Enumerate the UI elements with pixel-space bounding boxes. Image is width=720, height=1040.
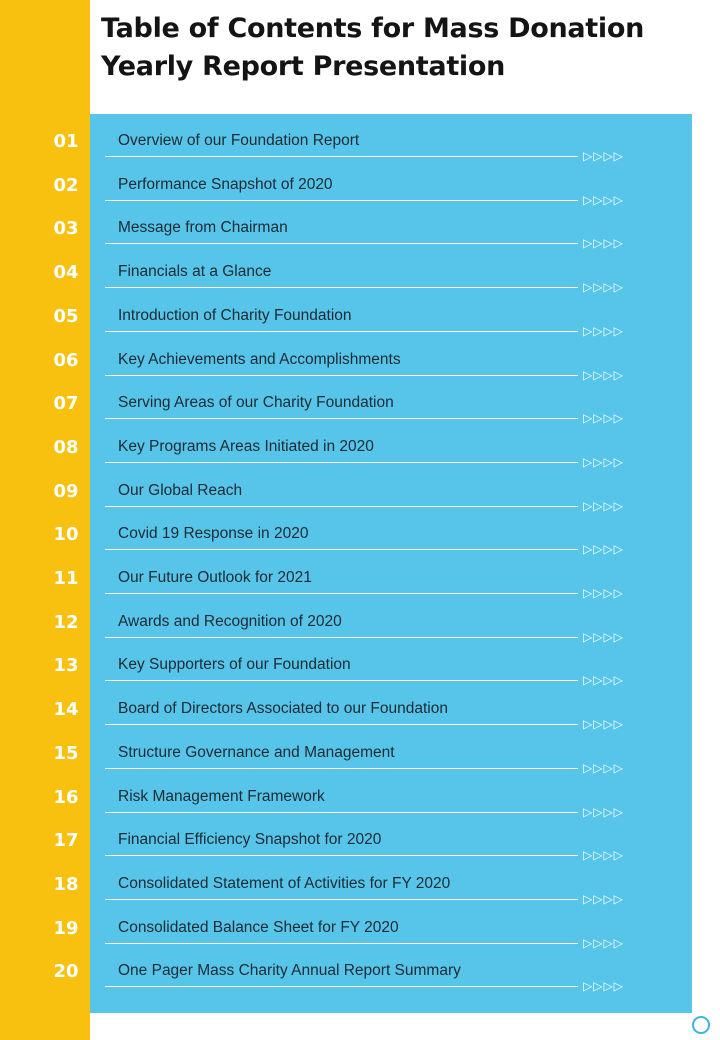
- toc-item-number: 04: [53, 262, 79, 284]
- toc-item-number: 12: [53, 611, 79, 633]
- toc-item-number: 03: [53, 218, 79, 240]
- toc-item-label: Our Global Reach: [118, 481, 243, 499]
- toc-item-label: Financials at a Glance: [118, 263, 272, 281]
- toc-item-label: One Pager Mass Charity Annual Report Summary: [118, 962, 461, 980]
- toc-item-label: Performance Snapshot of 2020: [118, 175, 333, 193]
- toc-item-label: Risk Management Framework: [118, 787, 325, 805]
- toc-item-label: Financial Efficiency Snapshot for 2020: [118, 831, 382, 849]
- toc-item-label: Consolidated Balance Sheet for FY 2020: [118, 918, 399, 936]
- toc-item[interactable]: [0, 464, 720, 513]
- toc-item[interactable]: [0, 726, 720, 775]
- toc-item-number: 07: [53, 393, 79, 415]
- toc-item[interactable]: [0, 813, 720, 863]
- toc-item-label: Consolidated Statement of Activities for FY 2020: [118, 874, 451, 892]
- toc-item[interactable]: [0, 158, 720, 207]
- toc-item[interactable]: [0, 682, 720, 732]
- toc-item-number: 13: [53, 655, 79, 677]
- toc-item[interactable]: [0, 595, 720, 644]
- toc-item[interactable]: [0, 420, 720, 469]
- toc-item-label: Overview of our Foundation Report: [118, 132, 360, 149]
- toc-item[interactable]: [0, 638, 720, 688]
- toc-item-label: Introduction of Charity Foundation: [118, 306, 352, 324]
- toc-item-number: 02: [53, 174, 79, 196]
- toc-item[interactable]: [0, 551, 720, 600]
- toc-item[interactable]: [0, 376, 720, 426]
- toc-item-divider: [105, 986, 578, 987]
- toc-item-number: 05: [53, 305, 79, 327]
- toc-item-label: Board of Directors Associated to our Foundation: [118, 700, 448, 718]
- toc-item-number: 16: [53, 786, 79, 808]
- toc-item[interactable]: [0, 289, 720, 338]
- toc-item[interactable]: [0, 507, 720, 557]
- arrows-icon: ▷▷▷▷: [583, 717, 624, 732]
- toc-item-label: Awards and Recognition of 2020: [118, 612, 342, 630]
- toc-item-number: 08: [53, 436, 79, 458]
- toc-item-label: Our Future Outlook for 2021: [118, 569, 312, 586]
- toc-item-label: Message from Chairman: [118, 219, 288, 237]
- arrows-icon: ▷▷▷▷: [583, 149, 624, 163]
- toc-item[interactable]: [0, 333, 720, 382]
- page-title: Table of Contents for Mass Donation Yearly Report Presentation: [101, 13, 645, 82]
- toc-item-label: Structure Governance and Management: [118, 743, 395, 761]
- toc-item-number: 10: [53, 524, 79, 546]
- arrows-icon: ▷▷▷▷: [583, 280, 624, 295]
- arrows-icon: ▷▷▷▷: [583, 236, 624, 251]
- arrows-icon: ▷▷▷▷: [583, 192, 624, 207]
- toc-item-number: 14: [53, 699, 79, 721]
- arrows-icon: ▷▷▷▷: [583, 367, 624, 382]
- arrows-icon: ▷▷▷▷: [583, 848, 624, 863]
- arrows-icon: ▷▷▷▷: [583, 323, 624, 338]
- arrows-icon: ▷▷▷▷: [583, 935, 624, 950]
- toc-item[interactable]: [0, 944, 720, 994]
- arrows-icon: ▷▷▷▷: [583, 979, 624, 994]
- toc-item-number: 06: [53, 349, 79, 371]
- arrows-icon: ▷▷▷▷: [583, 498, 624, 513]
- toc-item[interactable]: [0, 245, 720, 295]
- toc-item[interactable]: [0, 770, 720, 819]
- toc-item-number: 15: [53, 742, 79, 764]
- toc-item[interactable]: [0, 901, 720, 950]
- ring-icon: [692, 1016, 710, 1034]
- arrows-icon: ▷▷▷▷: [583, 586, 624, 600]
- toc-item-label: Key Supporters of our Foundation: [118, 656, 351, 674]
- toc-item-label: Serving Areas of our Charity Foundation: [118, 394, 394, 412]
- toc-item-number: 20: [53, 961, 79, 983]
- toc-item-number: 01: [53, 131, 79, 152]
- toc-item-number: 09: [53, 480, 79, 502]
- toc-item-number: 19: [53, 917, 79, 939]
- toc-item-number: 18: [53, 873, 79, 895]
- toc-item-number: 17: [53, 830, 79, 852]
- toc-item[interactable]: [0, 857, 720, 906]
- toc-item[interactable]: [0, 201, 720, 251]
- arrows-icon: ▷▷▷▷: [583, 629, 624, 644]
- toc-item[interactable]: [0, 114, 720, 163]
- arrows-icon: ▷▷▷▷: [583, 891, 624, 906]
- arrows-icon: ▷▷▷▷: [583, 542, 624, 557]
- arrows-icon: ▷▷▷▷: [583, 411, 624, 426]
- arrows-icon: ▷▷▷▷: [583, 454, 624, 469]
- arrows-icon: ▷▷▷▷: [583, 804, 624, 819]
- toc-item-label: Key Achievements and Accomplishments: [118, 350, 401, 368]
- arrows-icon: ▷▷▷▷: [583, 760, 624, 775]
- arrows-icon: ▷▷▷▷: [583, 673, 624, 688]
- toc-item-label: Covid 19 Response in 2020: [118, 525, 309, 543]
- toc-item-label: Key Programs Areas Initiated in 2020: [118, 437, 374, 455]
- toc-item-number: 11: [53, 568, 79, 589]
